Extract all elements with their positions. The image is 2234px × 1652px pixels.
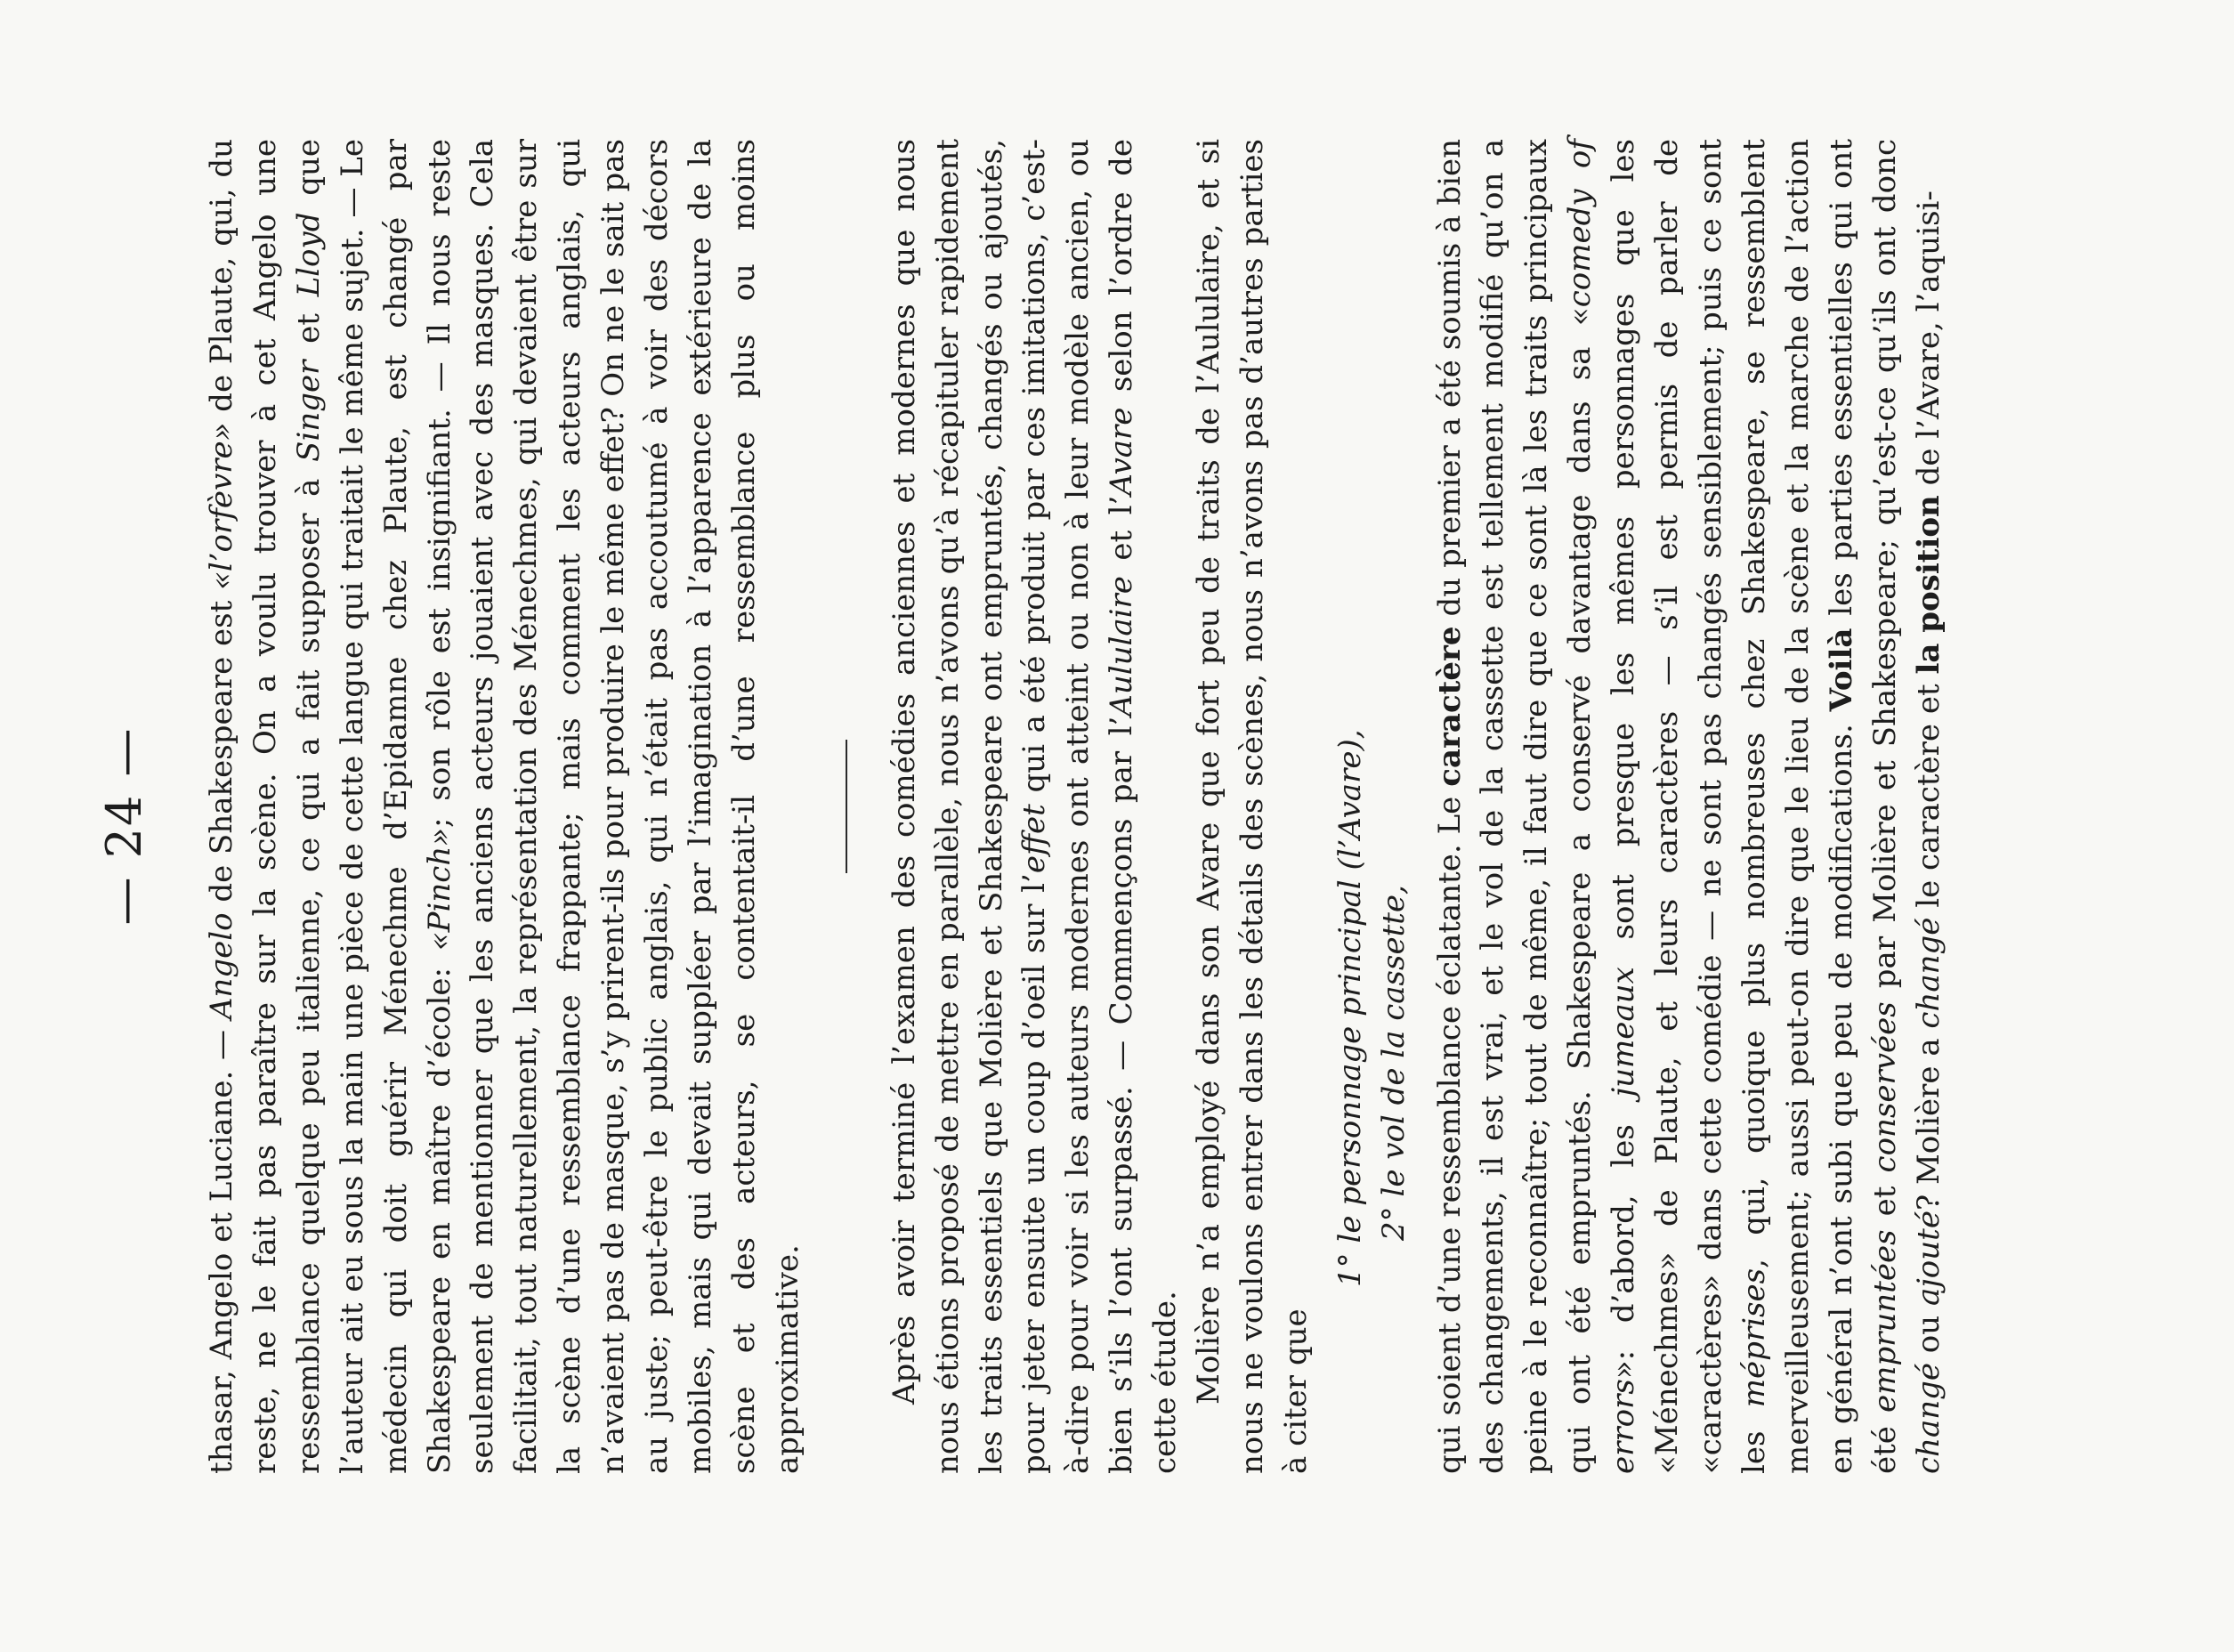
paragraph-1: thasar, Angelo et Luciane. — Angelo de Shakespeare est «l’orfèvre» de Plaute, qui, du reste, ne le fait pas paraître sur la scène. On a voulu trouver à cet Angelo une ressemblance quelque peu italienne, ce qui a fait supposer à Singer et Lloyd que l’auteur ait eu sous la main une pièce de cette langue qui traitait le même sujet. — Le médecin qui doit guérir Ménechme d’Epidamne chez Plaute, est changé par Shakespeare en maître d’école: «Pinch»; son rôle est insignifiant. — Il nous reste seulement de mentionner que les anciens acteurs jouaient avec des masques. Cela facilitait, tout naturellement, la représentation des Ménechmes, qui devaient être sur la scène d’une ressemblance frappante; mais comment les acteurs anglais, qui n’avaient pas de masque, s’y prirent-ils pour produire le même effet? On ne le sait pas au juste; peut-être le public anglais, qui n’était pas accoutumé à voir des décors mobiles, mais qui devait suppléer par l’imagination à l’apparence extérieure de la scène et des acteurs, se contentait-il d’une ressemblance plus ou moins approximative. (204, 138, 805, 1474)
paragraph-2: Après avoir terminé l’examen des comédies anciennes et modernes que nous nous étions proposé de mettre en parallèle, nous n’avons qu’à récapituler rapidement les traits essentiels que Molière et Shakespeare ont empruntés, changés ou ajoutés, pour jeter ensuite un coup d’oeil sur l’effet qui a été produit par ces imitations, c’est-à-dire pour voir si les auteurs modernes ont atteint ou non à leur modèle ancien, ou bien s’ils l’ont surpassé. — Commençons par l’Aululaire et l’Avare selon l’ordre de cette étude. (886, 139, 1184, 1474)
paragraph-4: qui soient d’une ressemblance éclatante. Le caractère du premier a été soumis à bien des changements, il est vrai, et le vol de la cassette est tellement modifié qu’on a peine à le reconnaître; tout de même, il faut dire que ce sont là les traits principaux qui ont été empruntés. Shakespeare a conservé davantage dans sa «comedy of errors»: d’abord, les jumeaux sont presque les mêmes personnages que les «Ménechmes» de Plaute, et leurs caractères — s’il est permis de parler de «caractères» dans cette comédie — ne sont pas changés sensiblement; puis ce sont les méprises, qui, quoique plus nombreuses chez Shakespeare, se ressemblent merveilleusement; aussi peut-on dire que le lieu de la scène et la marche de l’action en général n’ont subi que peu de modifications. Voilà les parties essentielles qui ont été empruntées et conservées par Molière et Shakespeare; qu’est-ce qu’ils ont donc changé ou ajouté? Molière a changé le caractère et la position de l’Avare, l’aquisi- (1431, 139, 1947, 1474)
paragraph-3: Molière n’a employé dans son Avare que fort peu de traits de l’Aululaire, et si nous ne voulons entrer dans les détails des scènes, nous n’avons pas d’autres parties à citer que (1191, 139, 1314, 1474)
page-body (200, 139, 1950, 1474)
list-item: 2° le vol de la cassette, (1375, 885, 1412, 1241)
page-number: — 24 — (96, 726, 152, 926)
list-item: 1° le personnage principal (l’Avare), (1331, 729, 1368, 1287)
enumerated-list (1329, 139, 1416, 1474)
section-divider (846, 740, 847, 873)
